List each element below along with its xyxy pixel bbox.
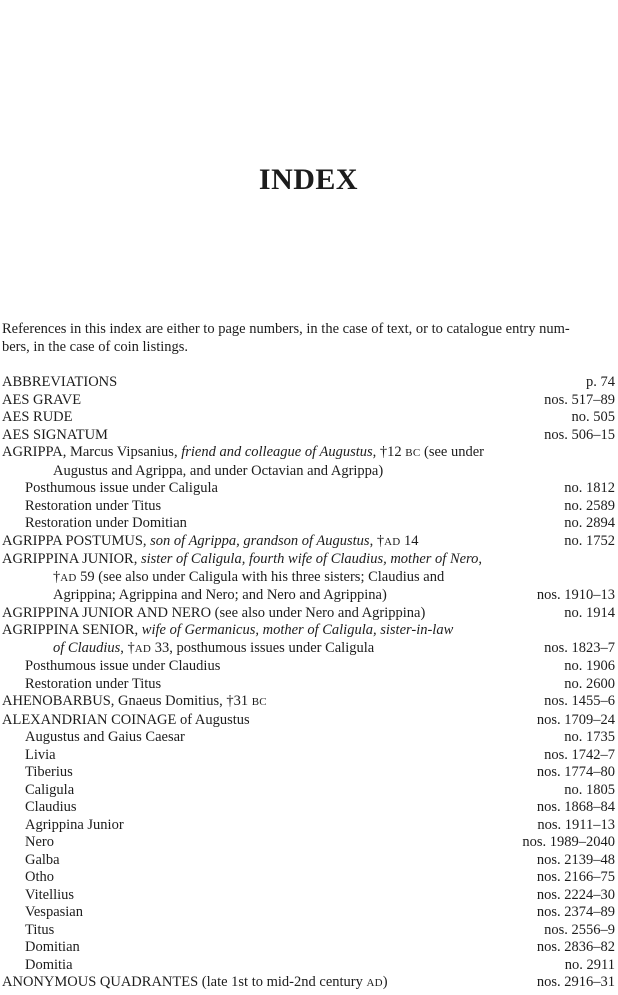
entry-text bbox=[2, 974, 388, 993]
text-segment: Galba bbox=[25, 851, 60, 868]
index-entry-line bbox=[2, 463, 615, 481]
text-segment: Domitia bbox=[25, 956, 73, 973]
index-entry-line bbox=[2, 551, 615, 569]
entry-text bbox=[2, 712, 250, 730]
text-segment: Titus bbox=[25, 921, 55, 938]
text-segment: ALEXANDRIAN COINAGE of Augustus bbox=[2, 711, 250, 728]
entry-text bbox=[2, 515, 187, 533]
entry-ref: no. 2600 bbox=[564, 675, 615, 692]
text-segment: friend and colleague of Augustus bbox=[181, 444, 373, 460]
intro-line-1: References in this index are either to page numbers, in the case of text, or to catalogue entry num- bbox=[2, 321, 570, 337]
text-segment: Nero bbox=[25, 834, 54, 850]
index-entry-line bbox=[2, 605, 615, 623]
text-segment: of Claudius bbox=[53, 639, 121, 656]
index-entry-line bbox=[2, 622, 615, 640]
text-segment: AD bbox=[366, 977, 383, 989]
index-entry-line bbox=[2, 427, 615, 445]
entry-text bbox=[2, 533, 419, 552]
text-segment: (see under bbox=[420, 444, 484, 460]
index-entry-line bbox=[2, 782, 615, 800]
entry-text bbox=[2, 957, 73, 975]
text-segment: Restoration under Domitian bbox=[25, 515, 187, 531]
entry-ref: nos. 2224–30 bbox=[536, 886, 615, 903]
text-segment: AD bbox=[384, 535, 401, 548]
index-entry-line bbox=[2, 533, 615, 552]
entry-ref: no. 2589 bbox=[564, 497, 615, 514]
index-entry-line bbox=[2, 480, 615, 498]
entry-text bbox=[2, 922, 54, 940]
text-segment: ) bbox=[382, 974, 388, 990]
entry-ref: nos. 1742–7 bbox=[544, 746, 615, 763]
entry-ref: nos. 2139–48 bbox=[536, 851, 615, 868]
index-entry-line bbox=[2, 974, 615, 993]
entry-ref: nos. 1823–7 bbox=[544, 639, 615, 656]
entry-text bbox=[2, 374, 117, 392]
text-segment: wife of Germanicus, mother of Caligula, sister-in-law bbox=[141, 622, 454, 638]
entry-ref: nos. 2916–31 bbox=[536, 974, 615, 990]
entry-ref: nos. 1709–24 bbox=[536, 711, 615, 728]
index-entry-line bbox=[2, 939, 615, 957]
text-segment: Vitellius bbox=[25, 886, 75, 903]
text-segment: Agrippina; Agrippina and Nero; and Nero and Agrippina) bbox=[53, 587, 387, 603]
index-entry-line bbox=[2, 676, 615, 694]
entry-text bbox=[2, 605, 425, 623]
entry-text bbox=[2, 427, 108, 445]
index-entries bbox=[2, 374, 615, 993]
entry-text bbox=[2, 463, 383, 481]
entry-ref: no. 1906 bbox=[564, 658, 615, 674]
index-entry-line bbox=[2, 904, 615, 922]
entry-text bbox=[2, 640, 374, 659]
entry-text bbox=[2, 887, 74, 905]
entry-text bbox=[2, 869, 54, 887]
index-entry-line bbox=[2, 658, 615, 676]
entry-ref: nos. 2556–9 bbox=[544, 921, 615, 938]
entry-text bbox=[2, 799, 77, 817]
text-segment: BC bbox=[251, 696, 267, 708]
text-segment: AGRIPPINA JUNIOR, bbox=[2, 551, 141, 567]
text-segment: AD bbox=[60, 571, 77, 584]
index-entry-line bbox=[2, 409, 615, 427]
index-entry-line bbox=[2, 729, 615, 747]
entry-ref: nos. 1910–13 bbox=[536, 587, 615, 603]
entry-text bbox=[2, 693, 267, 712]
index-entry-line bbox=[2, 374, 615, 392]
index-entry-line bbox=[2, 444, 615, 463]
entry-text bbox=[2, 747, 56, 765]
index-entry-line bbox=[2, 817, 615, 835]
entry-text bbox=[2, 409, 73, 427]
entry-ref: no. 1914 bbox=[564, 604, 615, 621]
entry-ref: no. 1735 bbox=[564, 729, 615, 745]
intro-paragraph bbox=[2, 320, 615, 356]
text-segment: Augustus and Gaius Caesar bbox=[25, 729, 185, 745]
text-segment: AGRIPPA, Marcus Vipsanius, bbox=[2, 444, 182, 460]
entry-ref: nos. 1989–2040 bbox=[522, 834, 615, 850]
entry-ref: nos. 1774–80 bbox=[536, 764, 615, 780]
index-entry-line bbox=[2, 852, 615, 870]
index-entry-line bbox=[2, 887, 615, 905]
entry-text bbox=[2, 834, 54, 852]
entry-ref: no. 2911 bbox=[564, 956, 615, 973]
entry-text bbox=[2, 622, 453, 640]
entry-text bbox=[2, 569, 444, 588]
entry-text bbox=[2, 587, 387, 605]
text-segment: Domitian bbox=[25, 939, 80, 955]
entry-text bbox=[2, 498, 161, 516]
entry-ref: nos. 1868–84 bbox=[536, 799, 615, 815]
text-segment: Caligula bbox=[25, 781, 75, 798]
index-entry-line bbox=[2, 515, 615, 533]
text-segment: AGRIPPA POSTUMUS, bbox=[2, 532, 151, 549]
text-segment: AHENOBARBUS, Gnaeus Domitius, †31 bbox=[2, 693, 252, 709]
text-segment: , † bbox=[120, 639, 135, 656]
entry-ref: nos. 506–15 bbox=[544, 426, 615, 443]
text-segment: 14 bbox=[400, 532, 419, 549]
entry-ref: nos. 1911–13 bbox=[537, 816, 615, 833]
entry-text bbox=[2, 817, 124, 835]
text-segment: BC bbox=[405, 447, 421, 459]
text-segment: Tiberius bbox=[25, 764, 73, 780]
text-segment: Claudius bbox=[25, 799, 77, 815]
index-entry-line bbox=[2, 799, 615, 817]
index-entry-line bbox=[2, 640, 615, 659]
page-title: INDEX bbox=[258, 163, 359, 196]
entry-ref: no. 1812 bbox=[564, 480, 615, 496]
text-segment: Vespasian bbox=[25, 904, 83, 920]
entry-ref: nos. 1455–6 bbox=[544, 693, 615, 709]
index-entry-line bbox=[2, 747, 615, 765]
text-segment: ABBREVIATIONS bbox=[2, 374, 118, 390]
text-segment: son of Agrippa, grandson of Augustus bbox=[150, 532, 370, 549]
text-segment: AES SIGNATUM bbox=[2, 426, 108, 443]
text-segment: AGRIPPINA JUNIOR AND NERO (see also under Nero and Agrippina) bbox=[2, 604, 426, 621]
entry-ref: no. 1752 bbox=[564, 532, 615, 549]
entry-ref: p. 74 bbox=[586, 374, 615, 390]
entry-ref: nos. 2374–89 bbox=[536, 904, 615, 920]
index-entry-line bbox=[2, 834, 615, 852]
index-entry-line bbox=[2, 712, 615, 730]
index-entry-line bbox=[2, 569, 615, 588]
text-segment: ANONYMOUS QUADRANTES (late 1st to mid-2nd century bbox=[2, 974, 367, 990]
text-segment: sister of Caligula, fourth wife of Claudius, mother of Nero bbox=[140, 551, 479, 567]
entry-text bbox=[2, 444, 484, 463]
text-segment: Agrippina Junior bbox=[25, 816, 124, 833]
text-segment: Posthumous issue under Claudius bbox=[25, 658, 221, 674]
entry-text bbox=[2, 729, 185, 747]
entry-ref: no. 2894 bbox=[564, 515, 615, 531]
entry-text bbox=[2, 551, 482, 569]
index-entry-line bbox=[2, 922, 615, 940]
index-entry-line bbox=[2, 498, 615, 516]
text-segment: AD bbox=[134, 642, 152, 655]
text-segment: , † bbox=[369, 532, 385, 549]
index-entry-line bbox=[2, 869, 615, 887]
entry-text bbox=[2, 480, 218, 498]
text-segment: Restoration under Titus bbox=[25, 675, 162, 692]
entry-ref: nos. 2166–75 bbox=[536, 869, 615, 885]
intro-line-2: bers, in the case of coin listings. bbox=[2, 339, 189, 355]
entry-text bbox=[2, 658, 220, 676]
entry-ref: nos. 2836–82 bbox=[536, 939, 615, 955]
text-segment: , bbox=[478, 551, 483, 567]
entry-text bbox=[2, 939, 80, 957]
entry-ref: no. 505 bbox=[571, 409, 615, 425]
entry-ref: nos. 517–89 bbox=[544, 391, 615, 408]
index-entry-line bbox=[2, 957, 615, 975]
text-segment: , †12 bbox=[372, 444, 406, 460]
text-segment: Restoration under Titus bbox=[25, 497, 162, 514]
text-segment: † bbox=[53, 568, 61, 585]
index-entry-line bbox=[2, 392, 615, 410]
text-segment: AES GRAVE bbox=[2, 391, 82, 408]
entry-text bbox=[2, 764, 73, 782]
text-segment: AES RUDE bbox=[2, 409, 73, 425]
index-entry-line bbox=[2, 587, 615, 605]
text-segment: AGRIPPINA SENIOR, bbox=[2, 622, 142, 638]
text-segment: Augustus and Agrippa, and under Octavian and Agrippa) bbox=[53, 462, 384, 479]
entry-text bbox=[2, 392, 81, 410]
entry-text bbox=[2, 782, 74, 800]
text-segment: Livia bbox=[25, 746, 56, 763]
index-entry-line bbox=[2, 764, 615, 782]
text-segment: Posthumous issue under Caligula bbox=[25, 480, 218, 496]
text-segment: 33, posthumous issues under Caligula bbox=[151, 639, 375, 656]
entry-text bbox=[2, 676, 161, 694]
entry-text bbox=[2, 852, 60, 870]
entry-ref: no. 1805 bbox=[564, 781, 615, 798]
text-segment: Otho bbox=[25, 869, 54, 885]
entry-text bbox=[2, 904, 83, 922]
index-entry-line bbox=[2, 693, 615, 712]
text-segment: 59 (see also under Caligula with his three sisters; Claudius and bbox=[76, 568, 445, 585]
